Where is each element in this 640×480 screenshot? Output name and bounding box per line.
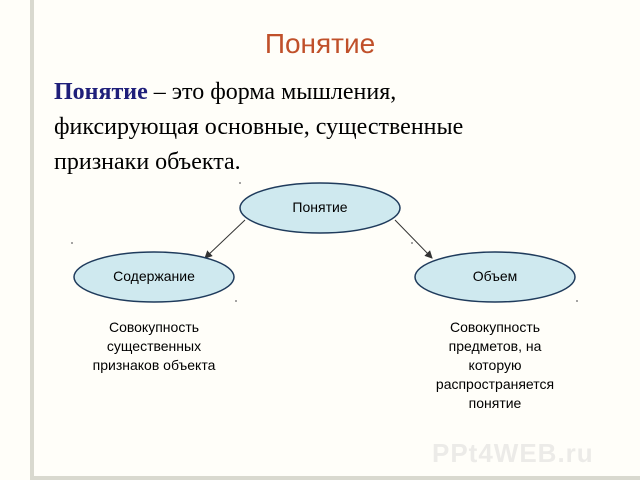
watermark: PPt4WEB.ru	[432, 438, 594, 468]
left-node-label: Содержание	[113, 268, 195, 284]
right-desc-line: распространяется	[435, 376, 555, 392]
handle-dot	[71, 242, 73, 244]
right-node-label: Объем	[472, 268, 518, 284]
right-desc-line: предметов, на	[448, 338, 542, 354]
left-desc-line: существенных	[106, 338, 202, 354]
definition-line-1: – это форма мышления,	[147, 79, 397, 105]
right-desc-line: понятие	[468, 395, 522, 411]
handle-dot	[411, 242, 413, 244]
right-description	[405, 318, 585, 413]
arrow-to-right	[395, 220, 432, 258]
slide-title: Понятие	[264, 28, 376, 59]
definition-term: Понятие	[54, 79, 148, 105]
root-node-label: Понятие	[292, 199, 348, 215]
right-desc-line: Совокупность	[449, 319, 541, 335]
definition-line-3: признаки объекта.	[54, 149, 241, 175]
left-description	[64, 318, 244, 375]
handle-dot	[239, 182, 241, 184]
left-desc-line: Совокупность	[108, 319, 200, 335]
handle-dot	[576, 300, 578, 302]
arrow-to-left	[205, 220, 245, 258]
left-desc-line: признаков объекта	[92, 357, 216, 373]
right-desc-line: которую	[468, 357, 522, 373]
definition-line-2: фиксирующая основные, существенные	[54, 114, 464, 140]
handle-dot	[235, 300, 237, 302]
